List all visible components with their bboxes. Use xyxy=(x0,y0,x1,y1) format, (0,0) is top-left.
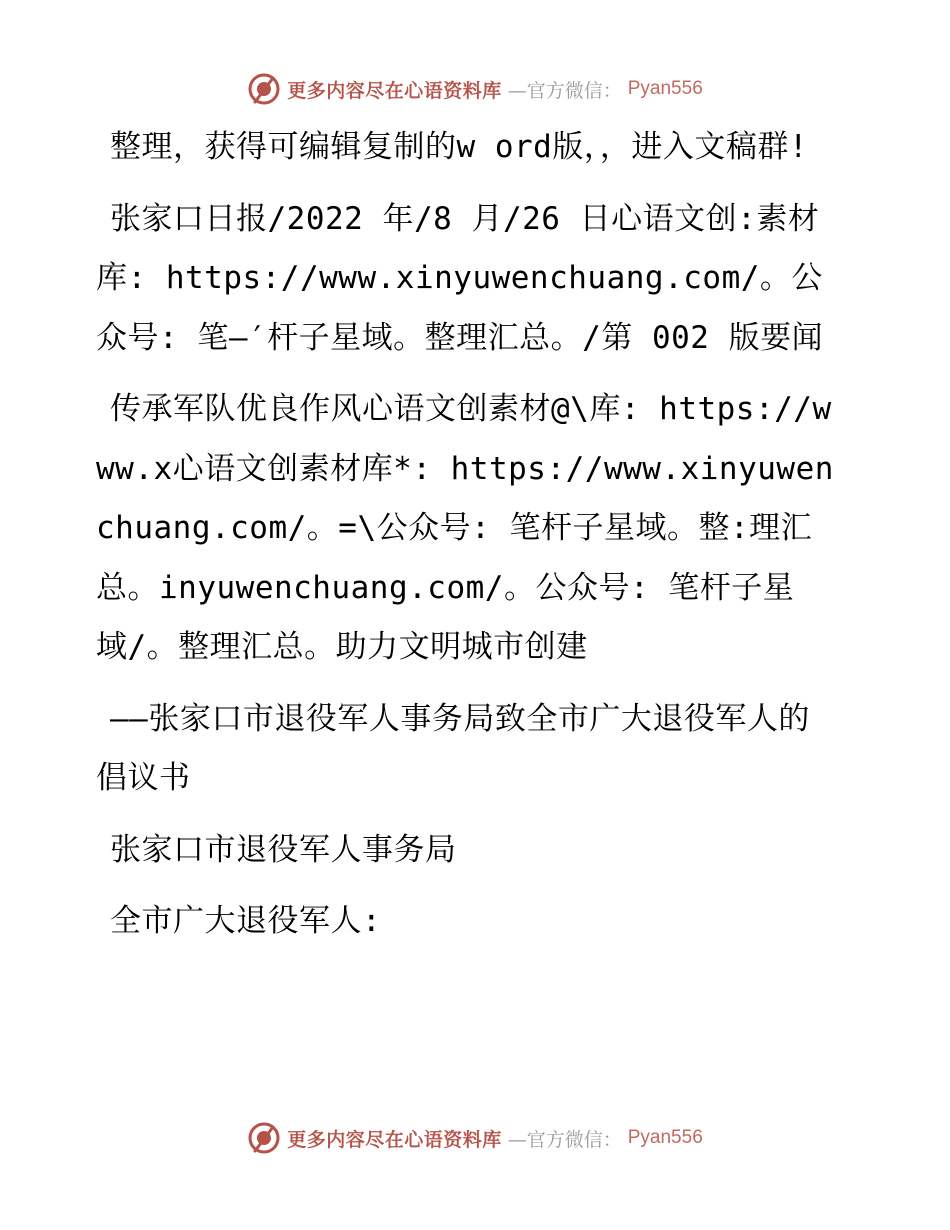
red-pen-circle-logo-icon xyxy=(247,72,281,106)
header-banner xyxy=(0,69,950,109)
footer-banner xyxy=(0,1118,950,1158)
banner-sub-text: —官方微信： xyxy=(507,79,622,102)
paragraph-subtitle: ——张家口市退役军人事务局致全市广大退役军人的倡议书 xyxy=(96,700,810,796)
paragraph-intro: 整理，获得可编辑复制的w ord版，，进入文稿群! xyxy=(110,129,808,165)
banner-wechat-id: Pyan556 xyxy=(627,78,703,99)
document-body xyxy=(96,118,836,964)
banner-main-text: 更多内容尽在心语资料库 xyxy=(287,79,502,102)
red-pen-circle-logo-icon xyxy=(247,1121,281,1155)
banner-sub-text: —官方微信： xyxy=(507,1128,622,1151)
paragraph-headline: 传承军队优良作风心语文创素材@\库: https://www.x心语文创素材库*: https://www.xinyuwenchuang.com/。=\公众号: 笔杆子星域。整:理汇总。inyuwenchuang.com/。公众号: 笔杆子星域/。整理汇总。助力文明城市创建 xyxy=(96,391,834,665)
paragraph-salutation: 全市广大退役军人: xyxy=(110,903,382,939)
banner-main-text: 更多内容尽在心语资料库 xyxy=(287,1128,502,1151)
banner-wechat-id: Pyan556 xyxy=(627,1127,703,1148)
paragraph-author: 张家口市退役军人事务局 xyxy=(110,831,457,868)
paragraph-source: 张家口日报/2022 年/8 月/26 日心语文创:素材库: https://www.xinyuwenchuang.com/。公众号: 笔—′杆子星域。整理汇总。/第 002 版要闻 xyxy=(96,200,824,356)
